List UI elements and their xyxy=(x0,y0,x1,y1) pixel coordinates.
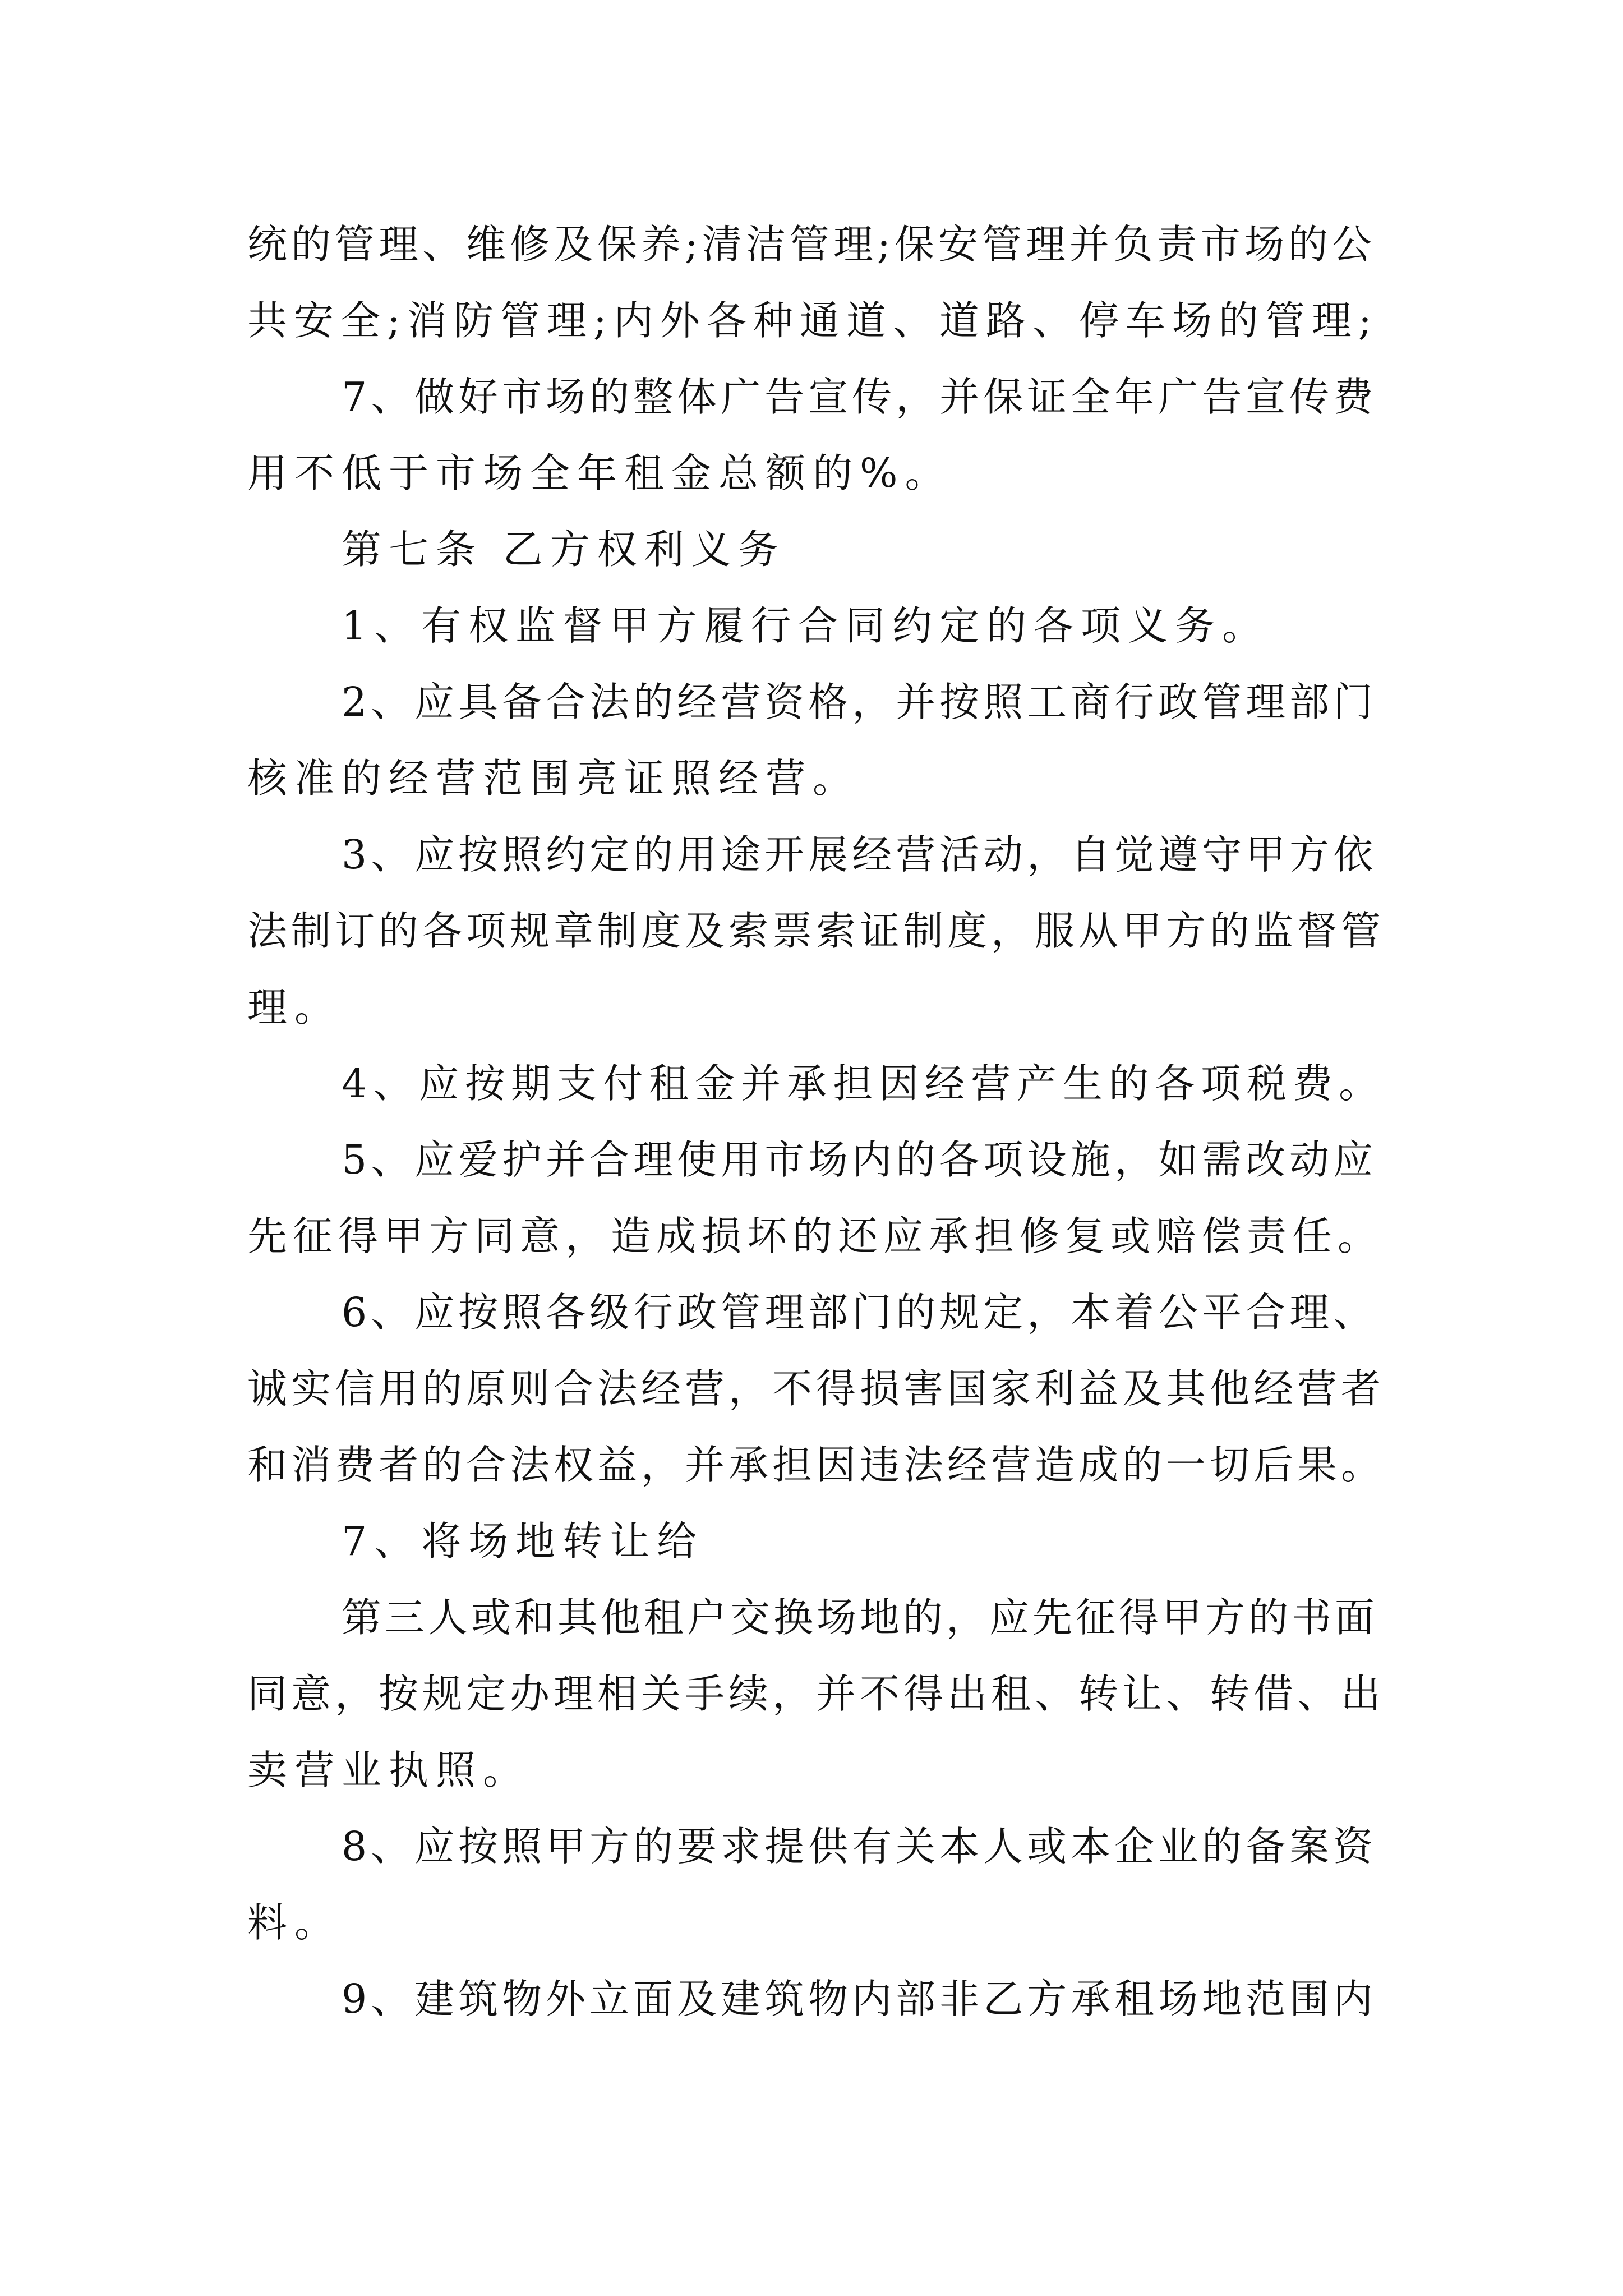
paragraph xyxy=(247,1046,1389,1122)
text-line: 理。 xyxy=(247,984,342,1030)
text-line: 卖营业执照。 xyxy=(247,1747,531,1793)
paragraph xyxy=(247,1503,1389,1580)
text-line: 9、建筑物外立面及建筑物内部非乙方承租场地范围内 xyxy=(342,1976,1377,2022)
text-line: 第三人或和其他租户交换场地的，应先征得甲方的书面 xyxy=(342,1594,1378,1641)
text-line: 4、应按期支付租金并承担因经营产生的各项税费。 xyxy=(342,1060,1385,1107)
text-line: 1、有权监督甲方履行合同约定的各项义务。 xyxy=(342,602,1270,649)
paragraph xyxy=(247,1961,1389,2037)
paragraph xyxy=(247,664,1389,817)
text-line: 同意，按规定办理相关手续，并不得出租、转让、转借、出 xyxy=(247,1671,1385,1717)
text-line: 3、应按照约定的用途开展经营活动，自觉遵守甲方依 xyxy=(342,831,1377,878)
text-line: 统的管理、维修及保养;清洁管理;保安管理并负责市场的公 xyxy=(247,221,1376,268)
paragraph xyxy=(247,1580,1389,1809)
text-line: 法制订的各项规章制度及索票索证制度，服从甲方的监督管 xyxy=(247,908,1385,954)
text-line: 料。 xyxy=(247,1899,342,1946)
paragraph xyxy=(247,1122,1389,1274)
text-line: 7、做好市场的整体广告宣传，并保证全年广告宣传费 xyxy=(342,374,1377,420)
text-line: 先征得甲方同意，造成损坏的还应承担修复或赔偿责任。 xyxy=(247,1213,1384,1259)
section-heading xyxy=(247,512,1389,588)
paragraph xyxy=(247,1809,1389,1961)
text-line: 共安全;消防管理;内外各种通道、道路、停车场的管理; xyxy=(247,297,1378,344)
paragraph xyxy=(247,359,1389,512)
text-line: 第七条 乙方权利义务 xyxy=(342,526,786,573)
body-text xyxy=(247,206,1389,2037)
text-line: 7、将场地转让给 xyxy=(342,1518,704,1565)
text-line: 核准的经营范围亮证照经营。 xyxy=(247,755,860,802)
paragraph xyxy=(247,1274,1389,1503)
paragraph xyxy=(247,817,1389,1046)
text-line: 和消费者的合法权益，并承担因违法经营造成的一切后果。 xyxy=(247,1442,1385,1488)
text-line: 6、应按照各级行政管理部门的规定，本着公平合理、 xyxy=(342,1289,1377,1336)
text-line: 5、应爱护并合理使用市场内的各项设施，如需改动应 xyxy=(342,1137,1377,1183)
text-line: 2、应具备合法的经营资格，并按照工商行政管理部门 xyxy=(342,679,1377,725)
text-line: 用不低于市场全年租金总额的%。 xyxy=(247,450,952,496)
text-line: 8、应按照甲方的要求提供有关本人或本企业的备案资 xyxy=(342,1823,1377,1870)
paragraph xyxy=(247,588,1389,664)
paragraph xyxy=(247,206,1389,359)
text-line: 诚实信用的原则合法经营，不得损害国家利益及其他经营者 xyxy=(247,1365,1385,1412)
